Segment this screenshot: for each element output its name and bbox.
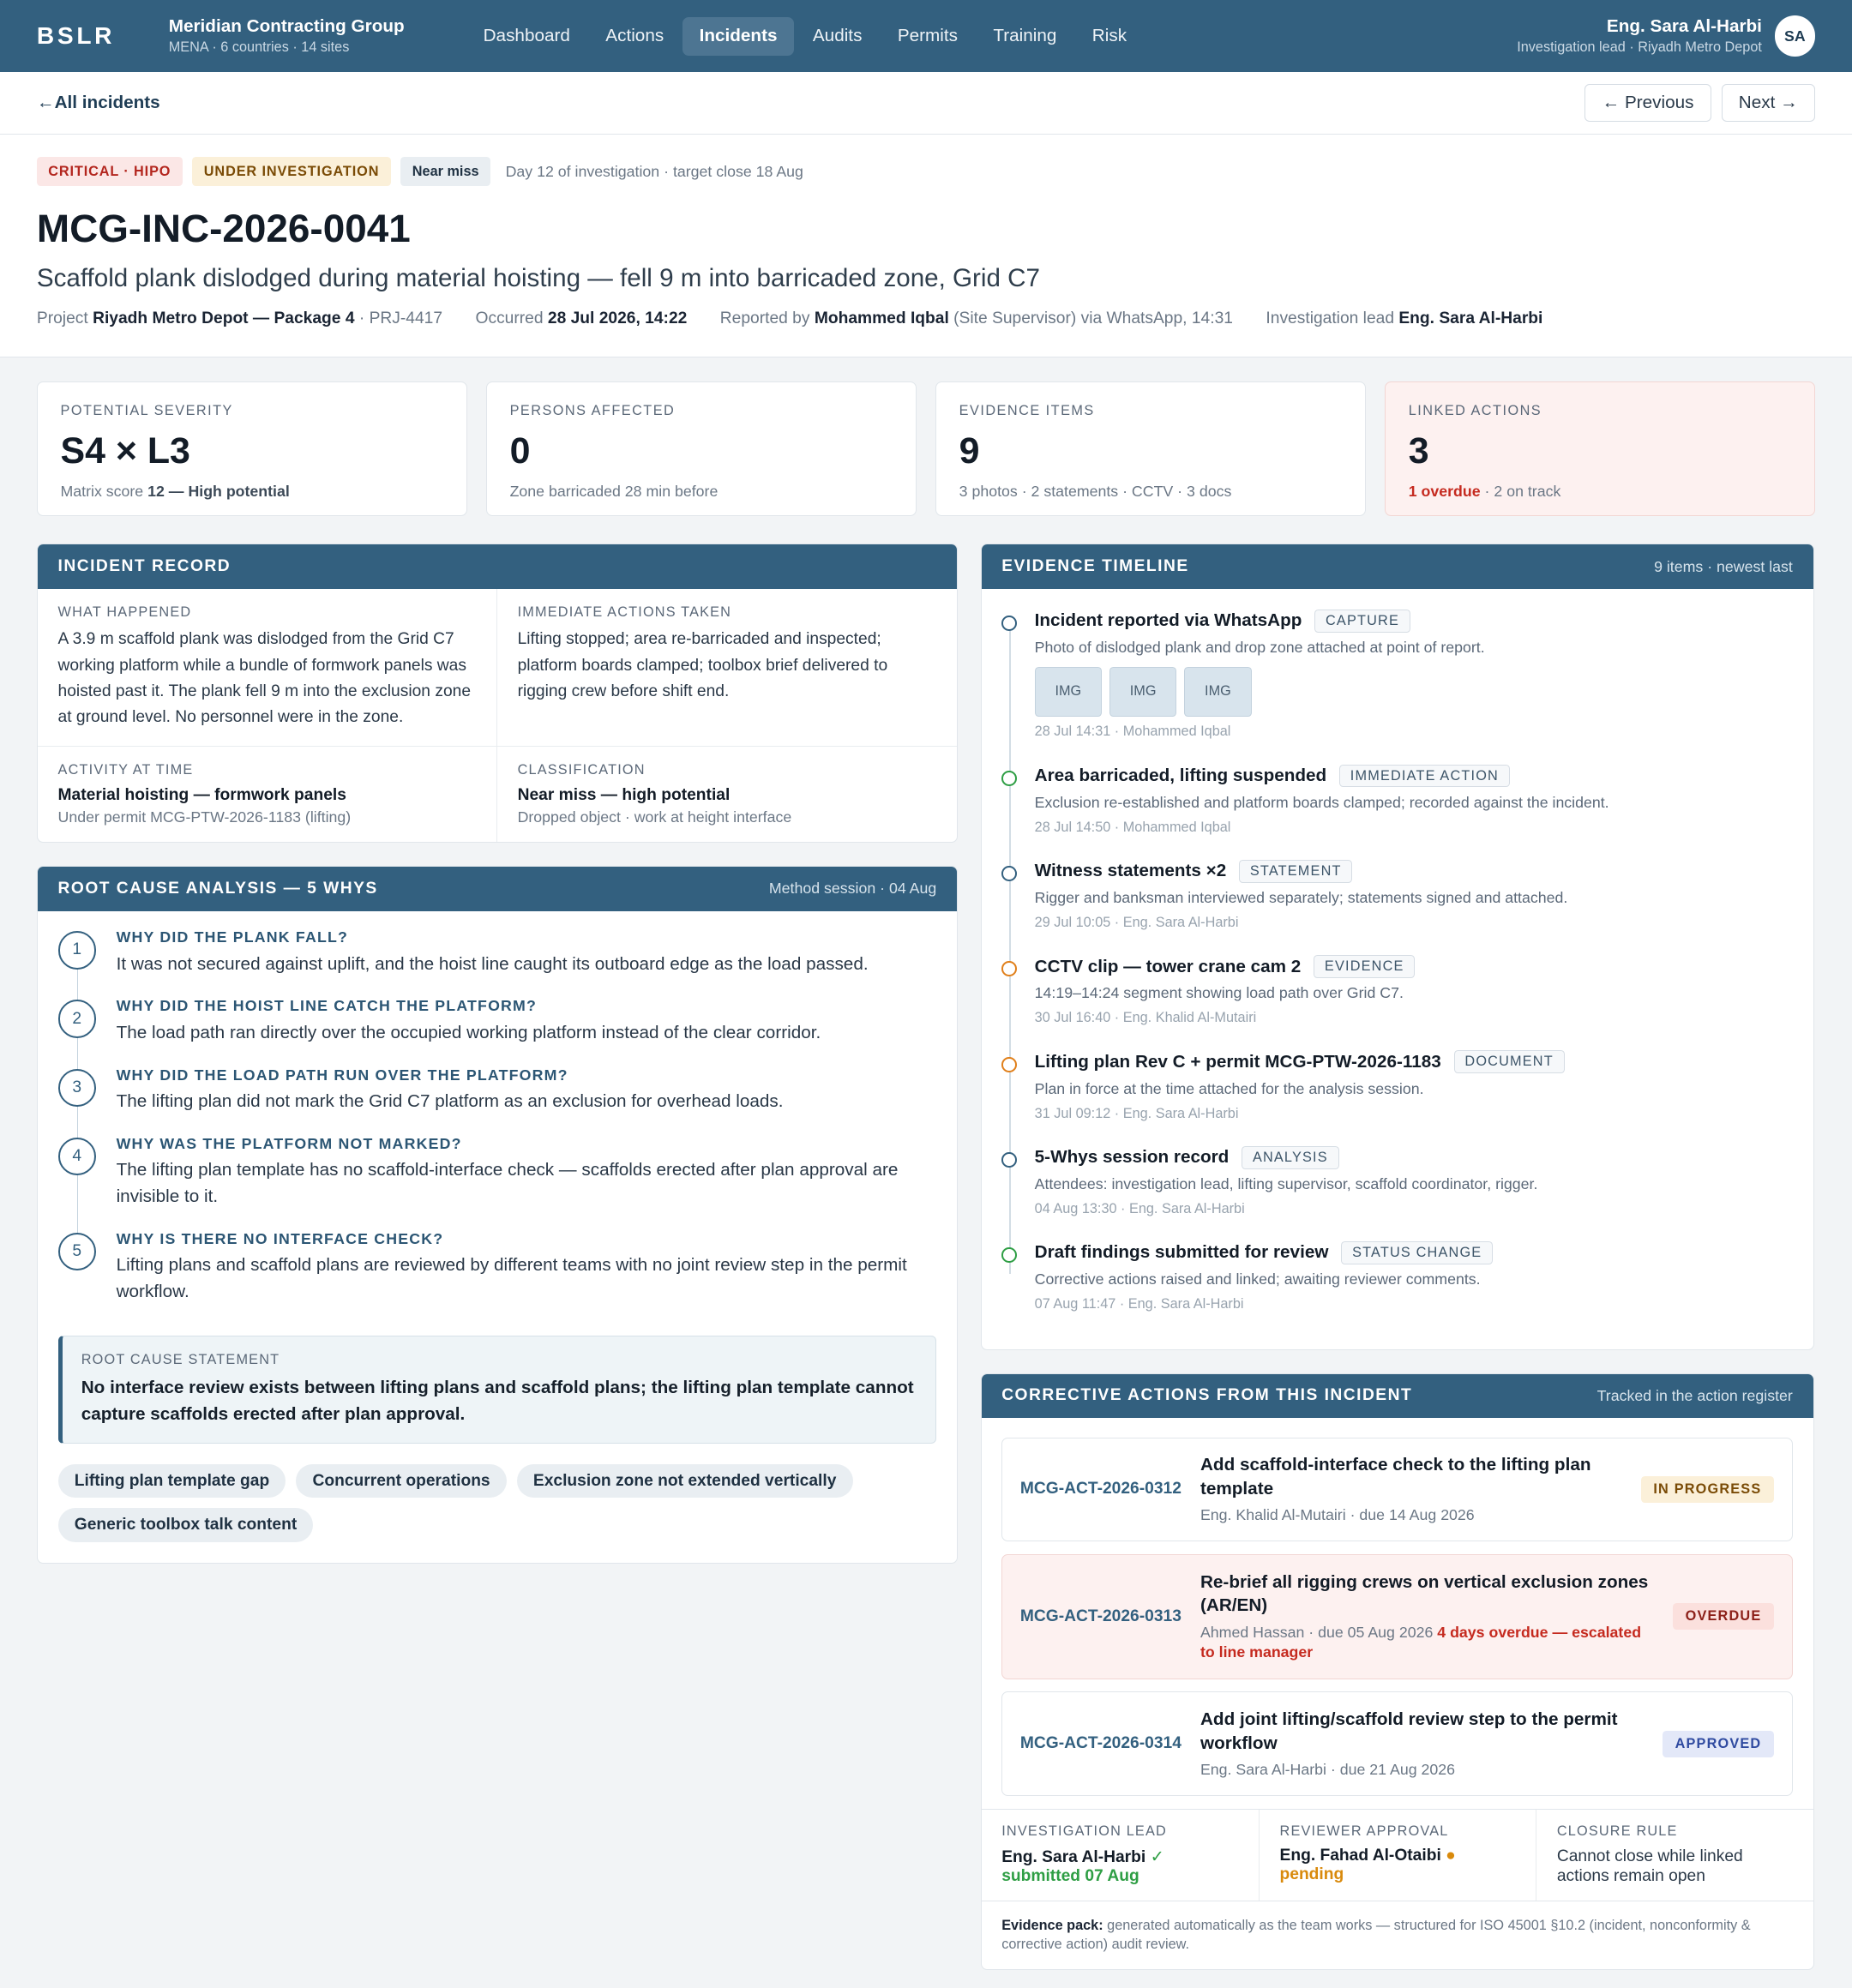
panel-note: Tracked in the action register [1596, 1386, 1793, 1404]
field-label: ACTIVITY AT TIME [57, 762, 194, 778]
user-name: Eng. Sara Al-Harbi [1606, 16, 1762, 37]
timeline-dot [1001, 771, 1017, 786]
cause-tag[interactable]: Concurrent operations [296, 1464, 507, 1499]
nav-incidents[interactable]: Incidents [682, 17, 793, 56]
meta-reported: Reported by Mohammed Iqbal (Site Supervisor) via WhatsApp, 14:31 [719, 309, 1233, 328]
kpi-label: EVIDENCE ITEMS [959, 402, 1095, 418]
why-question: WHY DID THE LOAD PATH RUN OVER THE PLATFORM? [116, 1066, 568, 1084]
meta-lead: Investigation lead Eng. Sara Al-Harbi [1266, 309, 1543, 328]
timeline-title: Witness statements ×2 [1034, 861, 1227, 881]
panel-note: 9 items · newest last [1654, 557, 1793, 575]
nav-actions[interactable]: Actions [605, 26, 664, 46]
why-step [58, 1135, 937, 1210]
why-question: WHY IS THERE NO INTERFACE CHECK? [116, 1229, 444, 1247]
why-step [58, 1066, 937, 1115]
cause-tags [38, 1459, 957, 1563]
timeline-description: Photo of dislodged plank and drop zone attached at point of report. [1034, 639, 1485, 657]
kpi-label: POTENTIAL SEVERITY [60, 402, 233, 418]
photo-thumbnail[interactable] [1035, 667, 1102, 717]
activity-at-time [38, 746, 497, 842]
timeline-type-badge: DOCUMENT [1454, 1050, 1565, 1073]
arrow-right-icon: → [1775, 93, 1798, 113]
signoff-state: submitted 07 Aug [1001, 1866, 1139, 1885]
incident-meta [37, 309, 1815, 328]
type-badge: Near miss [400, 157, 490, 186]
rule-text: Cannot close while linked actions remain open [1556, 1847, 1743, 1886]
timeline-title: 5-Whys session record [1034, 1147, 1230, 1168]
action-owner-due: Ahmed Hassan · due 05 Aug 2026 4 days overdue — escalated to line manager [1200, 1623, 1642, 1661]
what-happened [38, 589, 497, 746]
step-number: 1 [58, 931, 96, 969]
why-step [58, 928, 937, 977]
check-icon: ✓ [1150, 1847, 1164, 1866]
timeline-meta: 31 Jul 09:12 · Eng. Sara Al-Harbi [1034, 1105, 1239, 1121]
why-answer: The load path ran directly over the occupied working platform instead of the clear corridor. [116, 1022, 821, 1042]
incident-record-panel [37, 544, 958, 843]
timeline-meta: 04 Aug 13:30 · Eng. Sara Al-Harbi [1034, 1200, 1245, 1216]
timeline-dot [1001, 961, 1017, 976]
timeline-type-badge: EVIDENCE [1314, 955, 1415, 978]
timeline-title: Incident reported via WhatsApp [1034, 610, 1302, 631]
why-step [58, 997, 937, 1046]
why-answer: The lifting plan template has no scaffold-interface check — scaffolds erected after plan approval are invisible to it. [116, 1160, 899, 1207]
main-nav [466, 17, 1517, 56]
content-columns [0, 516, 1852, 1987]
five-whys-list [38, 911, 957, 1333]
status-chips [37, 157, 1815, 186]
statement-text: No interface review exists between lifting plans and scaffold plans; the lifting plan template cannot capture scaffolds erected after plan approval. [81, 1378, 914, 1425]
top-navigation-bar [0, 0, 1852, 72]
organization-scope: MENA · 6 countries · 14 sites [168, 39, 350, 56]
right-column [981, 544, 1814, 1987]
field-value: Near miss — high potential [517, 785, 731, 804]
timeline-description: Attendees: investigation lead, lifting supervisor, scaffold coordinator, rigger. [1034, 1174, 1538, 1192]
next-button[interactable] [1722, 84, 1815, 122]
kpi-sub: 1 overdue · 2 on track [1408, 482, 1561, 500]
panel-title: EVIDENCE TIMELINE [1001, 557, 1189, 576]
panel-header [38, 544, 957, 589]
back-link-label: All incidents [54, 93, 160, 113]
sub-toolbar [0, 72, 1852, 134]
status-badge: UNDER INVESTIGATION [192, 157, 390, 186]
meta-occurred: Occurred 28 Jul 2026, 14:22 [475, 309, 688, 328]
kpi-sub: 3 photos · 2 statements · CCTV · 3 docs [959, 482, 1232, 500]
why-answer: It was not secured against uplift, and the hoist line caught its outboard edge as the load passed. [116, 953, 869, 974]
nav-training[interactable]: Training [993, 26, 1057, 46]
step-number: 2 [58, 1000, 96, 1037]
kpi-sub: Matrix score 12 — High potential [60, 482, 290, 500]
root-cause-panel [37, 866, 958, 1564]
photo-thumbnail[interactable] [1184, 667, 1251, 717]
kpi-label: LINKED ACTIONS [1408, 402, 1542, 418]
timeline-item[interactable] [1001, 1146, 1793, 1217]
timeline-description: 14:19–14:24 segment showing load path over Grid C7. [1034, 984, 1404, 1002]
timeline-meta: 29 Jul 10:05 · Eng. Sara Al-Harbi [1034, 915, 1239, 930]
timeline-item[interactable] [1001, 955, 1793, 1026]
incident-header [0, 135, 1852, 357]
evidence-pack-note [982, 1901, 1813, 1968]
back-to-incidents-link[interactable] [37, 93, 160, 113]
image-icon: IMG [1129, 683, 1157, 700]
panel-title: CORRECTIVE ACTIONS FROM THIS INCIDENT [1001, 1386, 1413, 1405]
status-badge: APPROVED [1663, 1731, 1774, 1757]
user-info[interactable] [1517, 16, 1762, 56]
timeline-item[interactable] [1001, 860, 1793, 931]
kpi-value: 9 [959, 429, 980, 471]
timeline-item[interactable] [1001, 1241, 1793, 1312]
left-column [37, 544, 958, 1586]
investigation-progress: Day 12 of investigation · target close 18 Aug [505, 162, 803, 180]
timeline-meta: 07 Aug 11:47 · Eng. Sara Al-Harbi [1034, 1296, 1244, 1312]
permit-reference[interactable]: Under permit MCG-PTW-2026-1183 (lifting) [57, 808, 352, 826]
timeline-type-badge: ANALYSIS [1242, 1146, 1338, 1169]
cause-tag[interactable]: Lifting plan template gap [58, 1464, 286, 1499]
timeline-description: Rigger and banksman interviewed separately; statements signed and attached. [1034, 889, 1568, 907]
why-answer: Lifting plans and scaffold plans are reviewed by different teams with no joint review step in the permit workflow. [116, 1255, 907, 1302]
incident-pager [1584, 84, 1815, 122]
project-link[interactable]: Riyadh Metro Depot — Package 4 [93, 309, 355, 328]
cause-tag[interactable]: Generic toolbox talk content [58, 1508, 314, 1542]
timeline-description: Corrective actions raised and linked; awaiting reviewer comments. [1034, 1270, 1481, 1288]
timeline-meta: 30 Jul 16:40 · Eng. Khalid Al-Mutairi [1034, 1010, 1257, 1026]
page-title: MCG-INC-2026-0041 [36, 206, 411, 251]
incident-title: Scaffold plank dislodged during material hoisting — fell 9 m into barricaded zone, Grid C7 [36, 264, 1040, 293]
signer-name: Eng. Sara Al-Harbi ✓ [1001, 1847, 1164, 1866]
avatar[interactable]: SA [1775, 15, 1815, 56]
panel-title: INCIDENT RECORD [57, 557, 232, 576]
actions-list [982, 1418, 1813, 1796]
timeline-title: Area barricaded, lifting suspended [1034, 766, 1327, 786]
kpi-value: 3 [1408, 429, 1429, 471]
field-value: A 3.9 m scaffold plank was dislodged from the Grid C7 working platform while a bundle of formwork panels was hoisted past it. The plank fell 9 m into the exclusion zone at ground level. No personnel were in the zone. [57, 630, 472, 727]
status-badge: OVERDUE [1673, 1603, 1774, 1630]
nav-risk[interactable]: Risk [1091, 26, 1127, 46]
nav-dashboard[interactable]: Dashboard [483, 26, 570, 46]
image-icon: IMG [1055, 683, 1082, 700]
action-row[interactable] [1001, 1554, 1793, 1679]
nav-permits[interactable]: Permits [897, 26, 958, 46]
timeline-dot [1001, 1057, 1017, 1072]
arrow-left-icon: ← [1602, 93, 1625, 113]
organization-info [169, 16, 467, 56]
action-id-link[interactable]: MCG-ACT-2026-0314 [1019, 1734, 1182, 1753]
timeline-item[interactable] [1001, 765, 1793, 836]
timeline-item[interactable] [1001, 610, 1793, 741]
action-title: Add scaffold-interface check to the lifting plan template [1200, 1455, 1591, 1499]
kpi-potential-severity [37, 381, 467, 516]
timeline-dot [1001, 1247, 1017, 1263]
why-step [58, 1230, 937, 1306]
step-number: 5 [58, 1233, 96, 1270]
status-badge: IN PROGRESS [1641, 1476, 1775, 1503]
kpi-label: PERSONS AFFECTED [509, 402, 676, 418]
panel-header [982, 544, 1813, 589]
timeline-dot [1001, 866, 1017, 881]
field-label: INVESTIGATION LEAD [1001, 1823, 1167, 1840]
closure-rule [1536, 1810, 1813, 1901]
action-id-link[interactable]: MCG-ACT-2026-0313 [1019, 1607, 1182, 1625]
action-id-link[interactable]: MCG-ACT-2026-0312 [1019, 1480, 1182, 1499]
timeline-meta: 28 Jul 14:31 · Mohammed Iqbal [1034, 724, 1231, 740]
action-title: Add joint lifting/scaffold review step to the permit workflow [1200, 1709, 1618, 1753]
why-question: WHY DID THE PLANK FALL? [116, 928, 349, 946]
kpi-row [0, 357, 1852, 516]
action-owner-due: Eng. Sara Al-Harbi · due 21 Aug 2026 [1200, 1760, 1455, 1778]
why-answer: The lifting plan did not mark the Grid C7 platform as an exclusion for overhead loads. [116, 1090, 784, 1111]
brand-logo[interactable]: BSLR [36, 22, 116, 50]
timeline-item[interactable] [1001, 1050, 1793, 1121]
signoff-state: pending [1279, 1865, 1344, 1883]
arrow-left-icon: ← [36, 93, 55, 113]
kpi-value: S4 × L3 [60, 429, 190, 471]
kpi-persons-affected [486, 381, 917, 516]
panel-title: ROOT CAUSE ANALYSIS — 5 WHYS [57, 879, 378, 898]
timeline-dot [1001, 1152, 1017, 1168]
action-row[interactable] [1001, 1438, 1793, 1542]
evidence-pack-text: generated automatically as the team works — structured for ISO 45001 §10.2 (incident, nonconformity & corrective action) audit review. [1001, 1917, 1751, 1952]
photo-thumbnail[interactable] [1109, 667, 1176, 717]
investigation-lead-signoff [982, 1810, 1259, 1901]
timeline-title: Lifting plan Rev C + permit MCG-PTW-2026-1183 [1034, 1051, 1441, 1072]
corrective-actions-panel [981, 1373, 1814, 1970]
field-label: REVIEWER APPROVAL [1279, 1823, 1449, 1840]
why-question: WHY DID THE HOIST LINE CATCH THE PLATFORM? [116, 997, 538, 1015]
timeline-type-badge: CAPTURE [1314, 610, 1410, 633]
timeline-type-badge: STATUS CHANGE [1341, 1241, 1493, 1264]
kpi-linked-actions[interactable] [1385, 381, 1815, 516]
nav-audits[interactable]: Audits [812, 26, 863, 46]
severity-badge: CRITICAL · HIPO [37, 157, 183, 186]
step-number: 4 [58, 1138, 96, 1175]
field-value: Material hoisting — formwork panels [57, 785, 346, 804]
timeline-description: Plan in force at the time attached for the analysis session. [1034, 1079, 1424, 1097]
user-role: Investigation lead · Riyadh Metro Depot [1517, 39, 1762, 56]
timeline-dot [1001, 616, 1017, 631]
action-title: Re-brief all rigging crews on vertical exclusion zones (AR/EN) [1200, 1571, 1649, 1616]
panel-header [982, 1374, 1813, 1419]
timeline-list [982, 589, 1813, 1349]
timeline-title: Draft findings submitted for review [1034, 1242, 1329, 1263]
field-label: CLOSURE RULE [1556, 1823, 1678, 1840]
timeline-title: CCTV clip — tower crane cam 2 [1034, 956, 1302, 976]
field-label: ROOT CAUSE STATEMENT [81, 1351, 280, 1367]
previous-button[interactable] [1584, 84, 1711, 122]
pending-dot-icon: ● [1446, 1846, 1456, 1865]
photo-thumbnails [1035, 667, 1485, 717]
previous-label: Previous [1624, 93, 1694, 113]
next-label: Next [1738, 93, 1776, 113]
image-icon: IMG [1205, 683, 1231, 700]
kpi-value: 0 [509, 429, 531, 471]
evidence-timeline-panel [981, 544, 1814, 1350]
field-label: CLASSIFICATION [517, 762, 646, 778]
why-question: WHY WAS THE PLATFORM NOT MARKED? [116, 1134, 462, 1152]
action-owner-due: Eng. Khalid Al-Mutairi · due 14 Aug 2026 [1200, 1505, 1475, 1523]
immediate-actions [497, 589, 957, 746]
panel-header [38, 867, 957, 911]
action-row[interactable] [1001, 1691, 1793, 1796]
timeline-type-badge: IMMEDIATE ACTION [1339, 765, 1510, 788]
field-value: Lifting stopped; area re-barricaded and inspected; platform boards clamped; toolbox brief delivered to rigging crew before shift end. [517, 630, 888, 700]
record-grid [38, 589, 957, 842]
field-label: IMMEDIATE ACTIONS TAKEN [517, 604, 732, 620]
cause-tag[interactable]: Exclusion zone not extended vertically [517, 1464, 853, 1499]
organization-name: Meridian Contracting Group [168, 16, 405, 37]
root-cause-statement [58, 1336, 937, 1444]
field-detail: Dropped object · work at height interface [517, 808, 792, 826]
step-number: 3 [58, 1069, 96, 1107]
meta-project: Project Riyadh Metro Depot — Package 4 · PRJ-4417 [36, 309, 443, 328]
field-label: WHAT HAPPENED [57, 604, 192, 620]
reviewer-approval [1259, 1810, 1536, 1901]
evidence-pack-label: Evidence pack: [1001, 1917, 1103, 1933]
timeline-description: Exclusion re-established and platform boards clamped; recorded against the incident. [1034, 793, 1609, 811]
sign-off-row [982, 1809, 1813, 1901]
kpi-evidence-items [935, 381, 1366, 516]
classification [497, 746, 957, 842]
signer-name: Eng. Fahad Al-Otaibi ● [1279, 1846, 1456, 1865]
timeline-type-badge: STATEMENT [1239, 860, 1352, 883]
timeline-meta: 28 Jul 14:50 · Mohammed Iqbal [1034, 819, 1231, 835]
kpi-sub: Zone barricaded 28 min before [509, 482, 719, 500]
panel-note: Method session · 04 Aug [768, 880, 937, 898]
